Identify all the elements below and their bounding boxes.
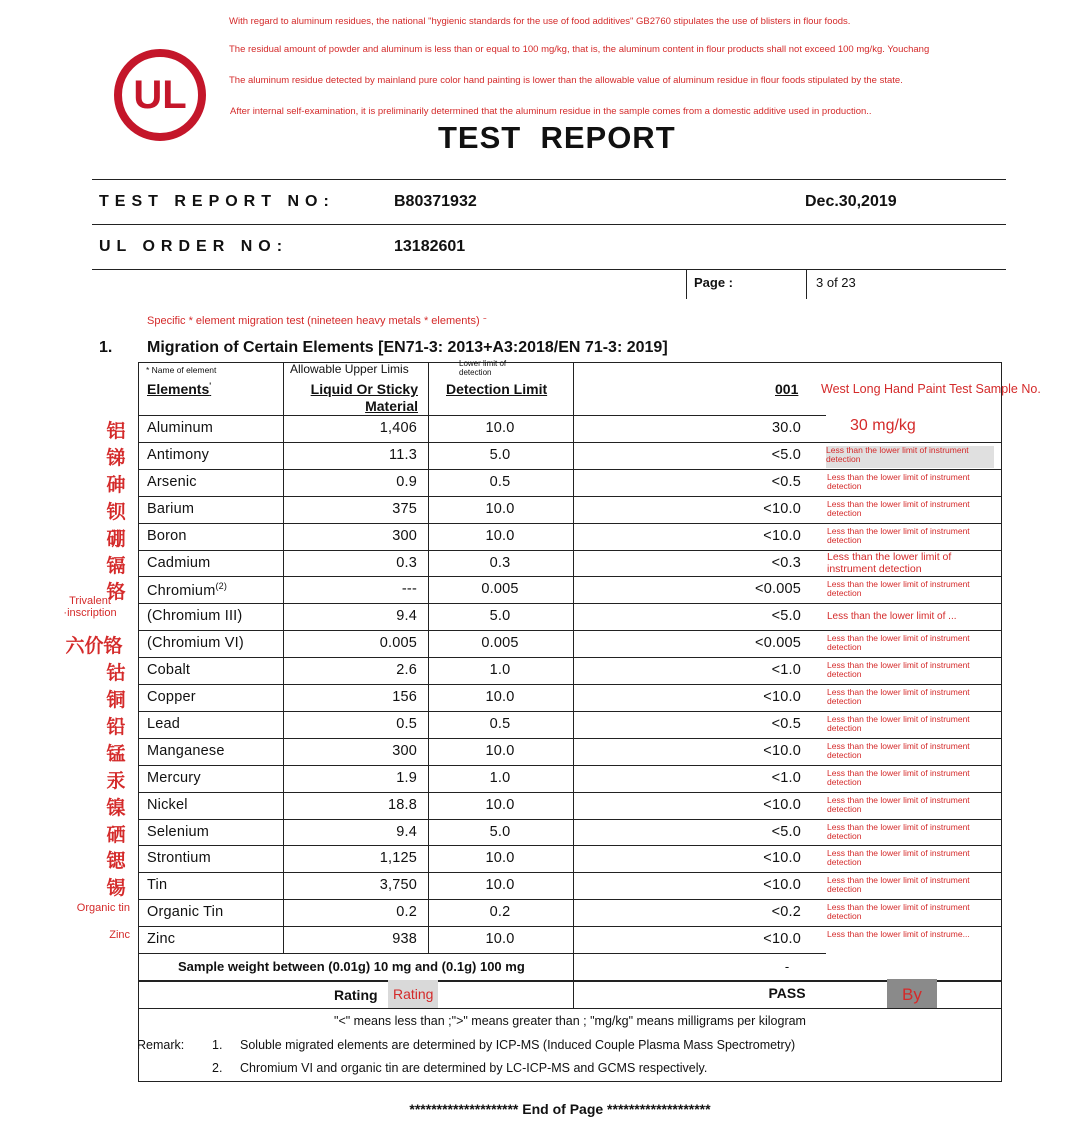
element-limit: 300 <box>392 742 417 759</box>
element-name <box>147 850 211 866</box>
row-rule-right <box>826 576 1002 577</box>
remark-label: Remark: <box>137 1038 185 1052</box>
element-name <box>147 824 209 840</box>
element-result-note: 30 mg/kg <box>850 417 916 434</box>
remark-1-num: 1. <box>212 1038 223 1052</box>
report-no-label: TEST REPORT NO: <box>99 193 335 210</box>
row-rule-right <box>826 496 1002 497</box>
element-zh-label: 铬 <box>106 581 126 604</box>
order-no-label: UL ORDER NO: <box>99 238 289 255</box>
element-limit: 9.4 <box>396 608 417 625</box>
element-result-note: Less than the lower limit of instrument detection <box>827 525 970 545</box>
rating-rule-top <box>138 980 1002 982</box>
page-label: Page : <box>694 275 734 290</box>
element-name-text: Cobalt <box>147 662 191 679</box>
element-detection: 1.0 <box>489 769 511 786</box>
element-zh-label: 硒 <box>106 823 126 846</box>
header-rule-mid <box>92 224 1006 225</box>
element-result-note: Less than the lower limit of instrument detection <box>827 902 970 922</box>
upper-limit-note: Allowable Upper Limis <box>290 362 409 376</box>
element-name-text: Aluminum <box>147 420 214 436</box>
element-name-text: Cadmium <box>147 554 211 571</box>
rating-note <box>388 980 438 1008</box>
report-no-value: B80371932 <box>394 193 477 210</box>
element-detection: 10.0 <box>485 877 515 894</box>
element-name <box>147 877 167 893</box>
row-rule-right <box>826 442 1002 443</box>
element-name <box>147 931 175 947</box>
row-rule-right <box>826 523 1002 524</box>
element-name <box>147 447 209 463</box>
element-result-note: Less than the lower limit of instrument detection <box>827 550 952 575</box>
table-right-border <box>1001 362 1002 1082</box>
row-rule <box>138 630 826 631</box>
row-rule <box>138 469 826 470</box>
element-name-text: Tin <box>147 877 168 894</box>
element-result: <0.005 <box>755 635 801 652</box>
element-detection: 0.005 <box>481 635 519 652</box>
row-rule <box>138 603 826 604</box>
element-detection: 10.0 <box>485 742 515 759</box>
element-zh-label: 镍 <box>106 796 126 819</box>
element-result: <5.0 <box>771 446 801 463</box>
element-limit: 1.9 <box>396 769 417 786</box>
element-result: <10.0 <box>763 877 801 894</box>
element-zh-label: 钡 <box>106 500 126 523</box>
row-rule <box>138 845 826 846</box>
row-rule-right <box>826 926 1002 927</box>
element-name-text: Mercury <box>147 769 201 786</box>
element-result: <0.005 <box>755 581 801 598</box>
end-of-page: ******************** End of Page ******************* <box>409 1101 711 1117</box>
row-rule <box>138 899 826 900</box>
elements-header-text: Elements <box>147 381 210 397</box>
rating-note-text: Rating <box>393 986 434 1002</box>
element-name <box>147 635 244 651</box>
element-result: 30.0 <box>771 420 801 436</box>
element-limit: 375 <box>392 500 417 517</box>
section-number: 1. <box>99 339 113 356</box>
element-detection: 0.5 <box>489 473 511 490</box>
element-result-note: Less than the lower limit of ... <box>827 611 957 623</box>
element-limit: 9.4 <box>396 823 417 840</box>
element-zh-label: 锑 <box>106 446 126 469</box>
row-rule <box>138 792 826 793</box>
element-name <box>147 474 197 490</box>
row-rule <box>138 819 826 820</box>
row-rule-right <box>826 630 1002 631</box>
note-line-2: The residual amount of powder and aluminum is less than or equal to 100 mg/kg, that is, the aluminum content in flour products shall not exceed 100 mg/kg. Youchang <box>229 44 930 55</box>
remark-1-text: Soluble migrated elements are determined by ICP-MS (Induced Couple Plasma Mass Spectrometry) <box>240 1038 796 1052</box>
row-rule <box>138 684 826 685</box>
sample-header: 001 <box>775 381 799 397</box>
element-name-text: Zinc <box>147 931 176 948</box>
element-detection: 10.0 <box>485 500 515 517</box>
element-limit: 0.9 <box>396 473 417 490</box>
row-rule <box>138 765 826 766</box>
element-side-label: Zinc <box>109 929 130 942</box>
sample-note: West Long Hand Paint Test Sample No. <box>821 382 1041 396</box>
element-name <box>147 662 190 678</box>
rating-value: PASS <box>768 985 806 1001</box>
element-detection: 5.0 <box>489 446 511 463</box>
report-date: Dec.30,2019 <box>805 193 897 210</box>
element-name <box>147 608 242 624</box>
element-zh-label: 铝 <box>106 420 126 442</box>
element-zh-label: 镉 <box>106 554 126 577</box>
element-zh-label: 砷 <box>106 473 126 496</box>
page-value: 3 of 23 <box>816 275 856 290</box>
element-result-note: Less than the lower limit of instrument detection <box>827 579 970 599</box>
element-zh-label: 锡 <box>106 877 126 900</box>
row-rule <box>138 415 826 416</box>
row-rule <box>138 442 826 443</box>
sample-weight-value: - <box>784 959 790 974</box>
row-rule <box>138 657 826 658</box>
element-limit: 2.6 <box>396 662 417 679</box>
legend-text: "<" means less than ;">" means greater than ; "mg/kg" means milligrams per kilogram <box>334 1014 806 1028</box>
element-zh-label: 铜 <box>106 689 126 711</box>
element-result: <10.0 <box>763 500 801 517</box>
detection-header: Detection Limit <box>446 381 548 397</box>
element-name-text: Selenium <box>147 823 210 840</box>
element-result: <1.0 <box>771 769 801 786</box>
element-zh-label: 锶 <box>106 850 126 873</box>
element-result-note: Less than the lower limit of instrument detection <box>827 875 970 895</box>
element-detection: 10.0 <box>485 796 515 813</box>
rating-rule-bottom <box>138 1008 1002 1009</box>
rating-label: Rating <box>334 987 378 1003</box>
row-rule-right <box>826 765 1002 766</box>
element-name-text: Nickel <box>147 796 188 813</box>
element-name-text: Boron <box>147 527 187 544</box>
element-zh-label: 六价铬 <box>65 635 123 658</box>
row-rule-right <box>826 792 1002 793</box>
row-rule <box>138 926 826 927</box>
elements-name-note: * Name of element <box>146 365 217 375</box>
element-name <box>147 581 227 599</box>
element-result: <0.2 <box>771 904 801 921</box>
element-result: <5.0 <box>771 608 801 625</box>
element-name <box>147 716 180 732</box>
header-rule-bottom <box>92 269 1006 270</box>
row-rule-right <box>826 872 1002 873</box>
element-detection: 10.0 <box>485 850 515 867</box>
element-name-text: Strontium <box>147 850 211 867</box>
element-limit: 18.8 <box>387 796 417 813</box>
element-limit: 11.3 <box>389 446 417 463</box>
section-translation: Specific * element migration test (nineteen heavy metals * elements) ᐨ <box>147 315 487 327</box>
element-zh-label: 硼 <box>106 527 126 550</box>
element-name-text: Chromium <box>147 583 216 600</box>
element-result-note: Less than the lower limit of instrument detection <box>827 471 970 491</box>
element-name <box>147 420 213 436</box>
ul-logo <box>113 48 207 142</box>
element-name-text: (Chromium VI) <box>147 635 244 652</box>
element-result: <1.0 <box>771 662 801 679</box>
sample-weight-label: Sample weight between (0.01g) 10 mg and (0.1g) 100 mg <box>178 959 525 974</box>
element-name <box>147 501 194 517</box>
row-rule <box>138 550 826 551</box>
element-result: <10.0 <box>763 850 801 867</box>
element-result-note: Less than the lower limit of instrument detection <box>827 713 970 733</box>
limit-header-line2: Material <box>365 398 418 414</box>
element-limit: 1,406 <box>379 420 417 436</box>
element-name <box>147 555 210 571</box>
element-limit: 0.005 <box>379 635 417 652</box>
limit-header-line1: Liquid Or Sticky <box>310 381 418 397</box>
element-result: <10.0 <box>763 742 801 759</box>
element-name-text: Arsenic <box>147 473 197 490</box>
row-rule <box>138 711 826 712</box>
report-title: TEST REPORT <box>438 120 676 155</box>
row-rule <box>138 496 826 497</box>
remark-2-num: 2. <box>212 1061 223 1075</box>
element-name-text: (Chromium III) <box>147 608 243 625</box>
ul-logo-mark <box>113 48 207 142</box>
row-rule-right <box>826 684 1002 685</box>
element-detection: 10.0 <box>485 527 515 544</box>
element-result-note: Less than the lower limit of instrument detection <box>827 687 970 706</box>
element-limit: 3,750 <box>379 877 417 894</box>
row-rule-right <box>826 899 1002 900</box>
element-name-text: Manganese <box>147 742 225 759</box>
element-result: <10.0 <box>763 796 801 813</box>
element-zh-label: 铅 <box>106 715 126 738</box>
note-line-4: After internal self-examination, it is preliminarily determined that the aluminum residue in the sample comes from a domestic additive used in production.. <box>230 106 872 117</box>
element-zh-label: 汞 <box>106 769 126 792</box>
element-result: <0.3 <box>771 554 801 571</box>
element-limit: 0.3 <box>396 554 417 571</box>
remark-2-text: Chromium VI and organic tin are determined by LC-ICP-MS and GCMS respectively. <box>240 1061 708 1075</box>
rating-by-text: By <box>902 985 922 1004</box>
element-limit: 1,125 <box>379 850 417 867</box>
row-rule-right <box>826 657 1002 658</box>
element-result-note: Less than the lower limit of instrument detection <box>827 498 970 518</box>
element-result-note: Less than the lower limit of instrument detection <box>827 794 970 814</box>
row-rule-right <box>826 845 1002 846</box>
table-bottom-rule <box>138 1081 1002 1082</box>
element-name <box>147 528 187 544</box>
element-name <box>147 743 225 759</box>
element-name <box>147 689 196 705</box>
elements-header: Elements' <box>147 381 212 397</box>
element-detection: 0.5 <box>489 715 511 732</box>
element-name <box>147 797 188 813</box>
element-detection: 0.2 <box>489 904 511 921</box>
element-result: <0.5 <box>771 473 801 490</box>
element-limit: 0.5 <box>396 715 417 732</box>
element-detection: 10.0 <box>485 420 515 436</box>
header-rule-top <box>92 179 1006 180</box>
element-detection: 5.0 <box>489 608 511 625</box>
note-line-3: The aluminum residue detected by mainland pure color hand painting is lower than the allowable value of aluminum residue in flour foods stipulated by the state. <box>229 75 903 86</box>
element-result-note: Less than the lower limit of instrument detection <box>827 740 970 760</box>
note-line-1: With regard to aluminum residues, the national "hygienic standards for the use of food additives" GB2760 stipulates the use of blisters in flour foods. <box>229 16 851 27</box>
table-left-border <box>138 362 139 1082</box>
page-box-left <box>686 269 687 299</box>
element-limit: 300 <box>392 527 417 544</box>
element-name-text: Antimony <box>147 446 210 463</box>
element-limit: --- <box>401 581 417 598</box>
element-name-text: Organic Tin <box>147 904 224 921</box>
element-result-note: Less than the lower limit of instrume... <box>827 929 970 940</box>
element-name-text: Barium <box>147 500 195 517</box>
element-result-note: Less than the lower limit of instrument detection <box>827 848 970 868</box>
element-zh-label: 钴 <box>106 662 126 685</box>
element-side-label: Organic tin <box>76 902 130 915</box>
element-result: <10.0 <box>763 931 801 948</box>
row-rule <box>138 576 826 577</box>
element-zh-label: 锰 <box>106 742 126 765</box>
row-rule-right <box>826 469 1002 470</box>
row-rule <box>138 872 826 873</box>
rows-bottom-rule <box>138 953 826 954</box>
order-no-value: 13182601 <box>394 238 466 255</box>
element-result: <5.0 <box>771 823 801 840</box>
element-detection: 1.0 <box>489 662 511 679</box>
element-detection: 5.0 <box>489 823 511 840</box>
element-name-text: Copper <box>147 689 196 705</box>
element-limit: 0.2 <box>396 904 417 921</box>
element-side-label: Trivalent ·inscription <box>63 595 117 620</box>
row-rule-right <box>826 603 1002 604</box>
element-detection: 10.0 <box>485 689 515 705</box>
row-rule-right <box>826 819 1002 820</box>
element-result-note: Less than the lower limit of instrument detection <box>827 767 970 787</box>
svg-text:UL: UL <box>133 73 187 117</box>
rating-by <box>887 979 937 1009</box>
element-result-note: Less than the lower limit of instrument detection <box>826 446 994 468</box>
section-title: Migration of Certain Elements [EN71-3: 2013+A3:2018/EN 71-3: 2019] <box>147 339 668 356</box>
element-limit: 156 <box>392 689 417 705</box>
element-detection: 0.005 <box>481 581 519 598</box>
table-top-rule <box>138 362 1002 363</box>
detection-note: Lower limit of detection <box>459 359 507 377</box>
element-result-note: Less than the lower limit of instrument detection <box>827 821 970 841</box>
page-box-mid <box>806 269 807 299</box>
element-result-note: Less than the lower limit of instrument detection <box>827 633 970 653</box>
row-rule-right <box>826 711 1002 712</box>
element-name <box>147 904 223 920</box>
element-detection: 0.3 <box>489 554 511 571</box>
element-result: <10.0 <box>763 527 801 544</box>
row-rule-right <box>826 738 1002 739</box>
element-name <box>147 770 201 786</box>
row-rule <box>138 738 826 739</box>
element-result-note: Less than the lower limit of instrument detection <box>827 660 970 680</box>
element-limit: 938 <box>392 931 417 948</box>
col-sep-3 <box>573 362 574 1008</box>
element-name-text: Lead <box>147 715 181 732</box>
element-detection: 10.0 <box>485 931 515 948</box>
element-result: <0.5 <box>771 715 801 732</box>
element-result: <10.0 <box>763 689 801 705</box>
row-rule <box>138 523 826 524</box>
element-footnote-ref: (2) <box>215 581 228 592</box>
